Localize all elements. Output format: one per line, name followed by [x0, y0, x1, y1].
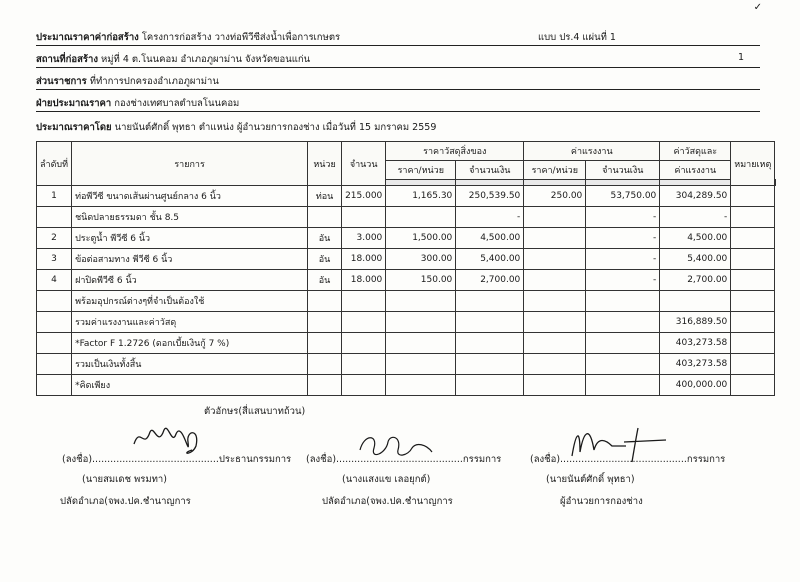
- cell-labor-price: [524, 228, 586, 249]
- cell-remark: [731, 333, 775, 354]
- signature-1-name: (นายสมเดช พรมทา): [82, 474, 167, 485]
- cell-no: [37, 333, 72, 354]
- cell-item: ประตูน้ำ พีวีซี 6 นิ้ว: [72, 228, 308, 249]
- col-header-qty: จำนวน: [342, 142, 386, 186]
- cell-no: [37, 375, 72, 396]
- signature-1-sign-label: (ลงชื่อ): [62, 454, 93, 465]
- cell-unit: ท่อน: [308, 186, 342, 207]
- cell-qty: [342, 312, 386, 333]
- cell-no: [37, 312, 72, 333]
- table-header-row: [37, 142, 776, 161]
- cell-material-price: [386, 312, 456, 333]
- location-text: หมู่ที่ 4 ต.โนนคอม อำเภอภูผาม่าน จังหวัดขอนแก่น: [101, 54, 311, 65]
- cell-labor-amount: -: [586, 270, 660, 291]
- cell-labor-price: [524, 270, 586, 291]
- header-rule: [36, 45, 760, 46]
- cell-material-price: 150.00: [386, 270, 456, 291]
- table-row: [37, 186, 776, 207]
- cell-unit: [308, 354, 342, 375]
- estimated-by-label: ประมาณราคาโดย: [36, 122, 112, 133]
- date-label: เมื่อวันที่: [322, 122, 356, 133]
- cell-remark: [731, 228, 775, 249]
- cell-labor-price: [524, 207, 586, 228]
- cell-qty: 18.000: [342, 270, 386, 291]
- cell-qty: 3.000: [342, 228, 386, 249]
- cell-material-amount: 250,539.50: [456, 186, 524, 207]
- col-header-material: ราคาวัสดุสิ่งของ: [386, 142, 524, 161]
- cell-item: *คิดเพียง: [72, 375, 308, 396]
- cell-remark: [731, 291, 775, 312]
- cell-remark: [731, 249, 775, 270]
- table-row: [37, 333, 776, 354]
- table-row: [37, 249, 776, 270]
- header-rule: [36, 111, 760, 112]
- cell-unit: [308, 312, 342, 333]
- cell-unit: [308, 375, 342, 396]
- table-row: [37, 270, 776, 291]
- table-row: [37, 291, 776, 312]
- cell-qty: [342, 333, 386, 354]
- cell-material-amount: [456, 354, 524, 375]
- estimator-unit-text: กองช่างเทศบาลตำบลโนนคอม: [114, 98, 240, 109]
- cell-qty: [342, 291, 386, 312]
- cell-total: 403,273.58: [660, 354, 731, 375]
- cell-total: 4,500.00: [660, 228, 731, 249]
- cell-labor-amount: -: [586, 228, 660, 249]
- cell-qty: [342, 354, 386, 375]
- cell-total: 304,289.50: [660, 186, 731, 207]
- check-mark: ✓: [753, 2, 762, 13]
- cell-qty: [342, 207, 386, 228]
- header-unit-line: [36, 96, 760, 111]
- cell-labor-price: [524, 249, 586, 270]
- cell-labor-amount: 53,750.00: [586, 186, 660, 207]
- table-row: [37, 207, 776, 228]
- cell-material-amount: [456, 333, 524, 354]
- cell-total: 316,889.50: [660, 312, 731, 333]
- amount-in-words: ตัวอักษร(สี่แสนบาทถ้วน): [204, 406, 306, 417]
- cell-remark: [731, 270, 775, 291]
- cell-material-price: [386, 375, 456, 396]
- cell-material-amount: -: [456, 207, 524, 228]
- cell-item: ข้อต่อสามทาง พีวีซี 6 นิ้ว: [72, 249, 308, 270]
- cell-no: 3: [37, 249, 72, 270]
- sub-header-total: ค่าแรงงาน: [660, 161, 731, 180]
- table-body: [37, 186, 776, 396]
- cell-material-amount: [456, 291, 524, 312]
- cell-material-amount: [456, 375, 524, 396]
- cell-labor-price: [524, 291, 586, 312]
- header-rule: [36, 67, 760, 68]
- cell-no: [37, 207, 72, 228]
- cell-unit: [308, 333, 342, 354]
- table-row: [37, 354, 776, 375]
- cell-no: 4: [37, 270, 72, 291]
- cell-material-amount: 2,700.00: [456, 270, 524, 291]
- signature-2-role: กรรมการ: [462, 454, 502, 465]
- cell-labor-price: 250.00: [524, 186, 586, 207]
- form-reference: แบบ ปร.4 แผ่นที่ 1: [538, 32, 616, 43]
- table-row: [37, 312, 776, 333]
- signature-2-line: (ลงชื่อ)..........................................กรรมการ: [306, 454, 502, 465]
- cell-remark: [731, 312, 775, 333]
- cell-material-price: 1,500.00: [386, 228, 456, 249]
- cell-remark: [731, 375, 775, 396]
- estimate-label: ประมาณราคาค่าก่อสร้าง: [36, 32, 139, 43]
- col-header-remark: หมายเหตุ: [731, 142, 775, 186]
- cell-labor-price: [524, 375, 586, 396]
- cell-qty: 215.000: [342, 186, 386, 207]
- project-name: โครงการก่อสร้าง วางท่อพีวีซีส่งน้ำเพื่อการเกษตร: [141, 32, 341, 43]
- signature-1-line: (ลงชื่อ)..........................................ประธานกรรมการ: [62, 454, 292, 465]
- cell-item: ฝาปิดพีวีซี 6 นิ้ว: [72, 270, 308, 291]
- cell-total: -: [660, 207, 731, 228]
- cell-material-price: [386, 354, 456, 375]
- page-number: 1: [737, 52, 744, 63]
- cell-total: 2,700.00: [660, 270, 731, 291]
- cell-no: [37, 354, 72, 375]
- date-value: 15 มกราคม 2559: [358, 122, 437, 133]
- cell-item: รวมเป็นเงินทั้งสิ้น: [72, 354, 308, 375]
- cell-total: [660, 291, 731, 312]
- cell-material-amount: 4,500.00: [456, 228, 524, 249]
- cell-qty: 18.000: [342, 249, 386, 270]
- estimated-by-text: นายนันต์ศักดิ์ พุทธา ตำแหน่ง ผู้อำนวยการกองช่าง: [114, 122, 320, 133]
- cell-labor-amount: [586, 354, 660, 375]
- table-row: [37, 375, 776, 396]
- cell-material-price: 1,165.30: [386, 186, 456, 207]
- signature-3-sign-label: (ลงชื่อ): [530, 454, 561, 465]
- sub-header-material-amount: จำนวนเงิน: [456, 161, 524, 180]
- signature-2-name: (นางแสงแข เลอยุกต์): [342, 474, 431, 485]
- cell-material-amount: 5,400.00: [456, 249, 524, 270]
- cell-labor-price: [524, 333, 586, 354]
- cell-material-price: [386, 333, 456, 354]
- signature-1-position: ปลัดอำเภอ(จพง.ปค.ชำนาญการ: [60, 496, 191, 507]
- signature-1-role: ประธานกรรมการ: [218, 454, 292, 465]
- col-header-unit: หน่วย: [308, 142, 342, 186]
- cell-no: 2: [37, 228, 72, 249]
- cell-labor-amount: -: [586, 207, 660, 228]
- cell-labor-amount: [586, 333, 660, 354]
- cell-item: ท่อพีวีซี ขนาดเส้นผ่านศูนย์กลาง 6 นิ้ว: [72, 186, 308, 207]
- cell-labor-amount: -: [586, 249, 660, 270]
- cell-unit: อัน: [308, 270, 342, 291]
- cell-item: ชนิดปลายธรรมดา ชั้น 8.5: [72, 207, 308, 228]
- signature-2-sign-label: (ลงชื่อ): [306, 454, 337, 465]
- header-location-line: [36, 52, 760, 67]
- cell-unit: อัน: [308, 249, 342, 270]
- cell-remark: [731, 186, 775, 207]
- signature-3-role: กรรมการ: [686, 454, 726, 465]
- col-header-item: รายการ: [72, 142, 308, 186]
- cell-remark: [731, 354, 775, 375]
- header-estimator-line: [36, 120, 760, 135]
- cell-material-price: [386, 207, 456, 228]
- cell-unit: [308, 291, 342, 312]
- cell-labor-amount: [586, 291, 660, 312]
- agency-label: ส่วนราชการ: [36, 76, 87, 87]
- cell-no: 1: [37, 186, 72, 207]
- signature-2-position: ปลัดอำเภอ(จพง.ปค.ชำนาญการ: [322, 496, 453, 507]
- cell-qty: [342, 375, 386, 396]
- agency-text: ที่ทำการปกครองอำเภอภูผาม่าน: [89, 76, 219, 87]
- cell-item: พร้อมอุปกรณ์ต่างๆที่จำเป็นต้องใช้: [72, 291, 308, 312]
- location-label: สถานที่ก่อสร้าง: [36, 54, 98, 65]
- estimate-table: [36, 141, 776, 396]
- col-header-no: ลำดับที่: [37, 142, 72, 186]
- cell-labor-amount: [586, 312, 660, 333]
- sub-header-material-price: ราคา/หน่วย: [386, 161, 456, 180]
- estimator-unit-label: ฝ่ายประมาณราคา: [36, 98, 112, 109]
- cell-unit: อัน: [308, 228, 342, 249]
- header-estimate-line: [36, 30, 760, 45]
- cell-item: *Factor F 1.2726 (ดอกเบี้ยเงินกู้ 7 %): [72, 333, 308, 354]
- cell-material-price: [386, 291, 456, 312]
- cell-total: 403,273.58: [660, 333, 731, 354]
- signature-3-name: (นายนันต์ศักดิ์ พุทธา): [546, 474, 635, 485]
- cell-remark: [731, 207, 775, 228]
- cell-material-price: 300.00: [386, 249, 456, 270]
- col-header-labor: ค่าแรงงาน: [524, 142, 660, 161]
- sub-header-labor-price: ราคา/หน่วย: [524, 161, 586, 180]
- cell-labor-amount: [586, 375, 660, 396]
- col-header-total: ค่าวัสดุและ: [660, 142, 731, 161]
- cell-total: 400,000.00: [660, 375, 731, 396]
- table-row: [37, 228, 776, 249]
- header-rule: [36, 89, 760, 90]
- signature-3-position: ผู้อำนวยการกองช่าง: [560, 496, 643, 507]
- cell-no: [37, 291, 72, 312]
- cell-item: รวมค่าแรงงานและค่าวัสดุ: [72, 312, 308, 333]
- cell-labor-price: [524, 354, 586, 375]
- cell-unit: [308, 207, 342, 228]
- sub-header-labor-amount: จำนวนเงิน: [586, 161, 660, 180]
- cell-material-amount: [456, 312, 524, 333]
- signature-3-line: (ลงชื่อ)..........................................กรรมการ: [530, 454, 726, 465]
- cell-labor-price: [524, 312, 586, 333]
- header-agency-line: [36, 74, 760, 89]
- cell-total: 5,400.00: [660, 249, 731, 270]
